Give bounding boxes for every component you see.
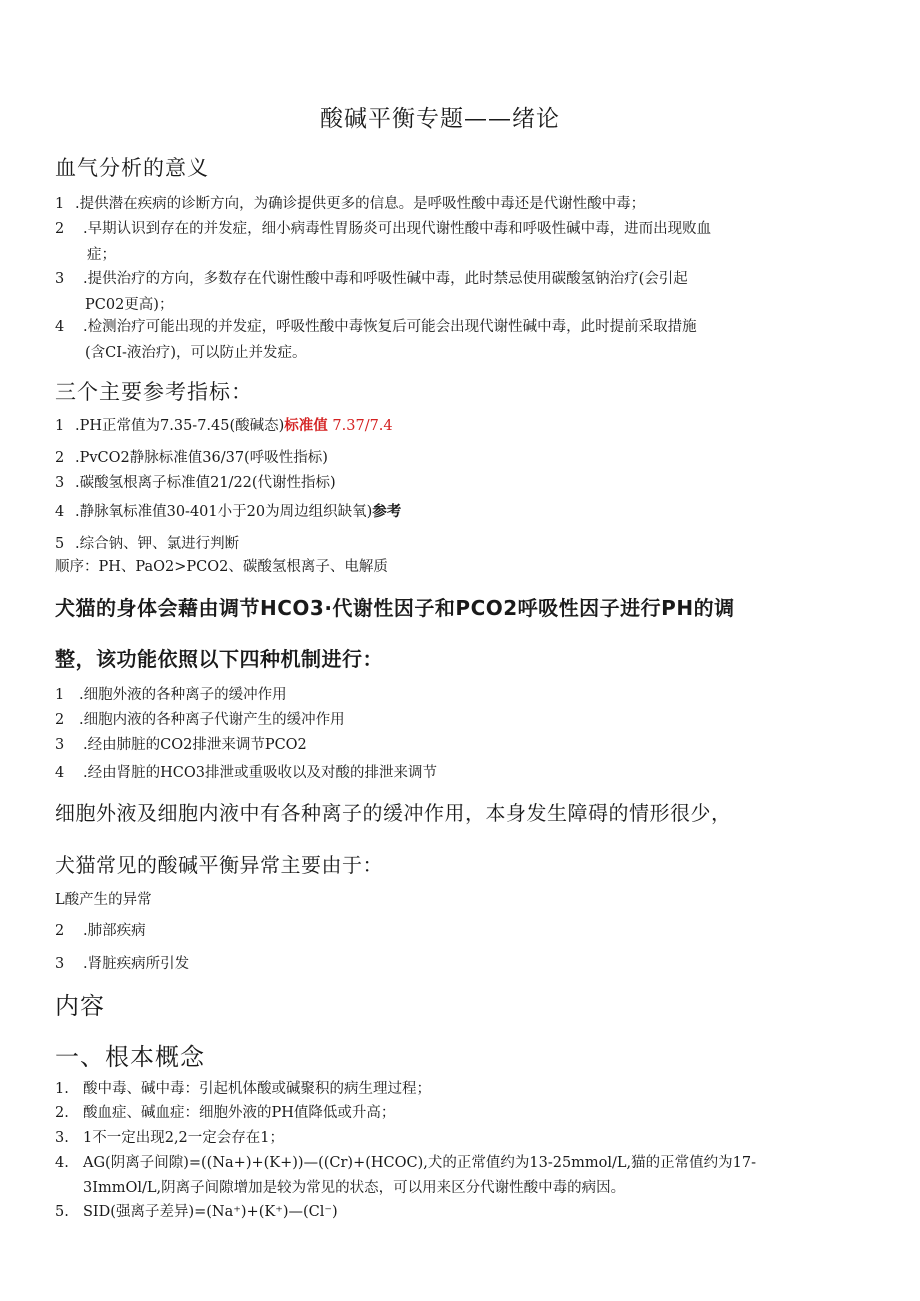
order-text: 顺序：PH、PaO2>PCO2、碳酸氢根离子、电解质 — [55, 559, 388, 575]
list-item: 2 .PvCO2静脉标准值36/37(呼吸性指标) — [55, 450, 328, 466]
paragraph-line: 犬猫的身体会藉由调节HCO3·代谢性因子和PCO2呼吸性因子进行PH的调 — [55, 596, 735, 620]
list-item: 3. 1不一定出现2,2一定会存在1； — [55, 1130, 285, 1146]
list-item: 2 .细胞内液的各种离子代谢产生的缓冲作用 — [55, 712, 345, 728]
document-title: 酸碱平衡专题——绪论 — [320, 106, 560, 132]
list-item: 4. AG(阴离子间隙)=((Na+)+(K+))—((Cr)+(HCOC),犬的正常值约为13-25mmol∕L,猫的正常值约为17- 3ImmOl/L,阴离子间隙增加是较为常见的状态，可以用来区分代谢性酸中毒的病因。 — [55, 1155, 757, 1196]
list-item: 5 .综合钠、钾、氯进行判断 — [55, 536, 240, 552]
section-heading-meaning: 血气分析的意义 — [55, 156, 209, 180]
list-item: 3 .肾脏疾病所引发 — [55, 956, 190, 972]
list-item: 3 .碳酸氢根离子标准值21/22(代谢性指标) — [55, 475, 336, 491]
paragraph-line: 犬猫常见的酸碱平衡异常主要由于： — [55, 853, 383, 877]
list-item: 1. 酸中毒、碱中毒：引起机体酸或碱聚积的病生理过程； — [55, 1081, 431, 1097]
list-item: 2. 酸血症、碱血症：细胞外液的PH值降低或升高； — [55, 1105, 396, 1121]
paragraph-line: 整，该功能依照以下四种机制进行： — [55, 647, 383, 671]
paragraph-line: 细胞外液及细胞内液中有各种离子的缓冲作用，本身发生障碍的情形很少， — [55, 801, 732, 825]
list-item: 3 .经由肺脏的CO2排泄来调节PCO2 — [55, 737, 307, 753]
concept-heading: 一、根本概念 — [55, 1043, 205, 1071]
list-item: 4 .经由肾脏的HCO3排泄或重吸收以及对酸的排泄来调节 — [55, 765, 437, 781]
list-item: 2 .早期认识到存在的并发症，细小病毒性胃肠炎可出现代谢性酸中毒和呼吸性碱中毒，进而出现败血 症； — [55, 221, 712, 263]
list-item: 1 .PH正常值为7.35-7.45(酸碱态)标准值 7.37/7.4 — [55, 418, 393, 434]
list-item: 2 .肺部疾病 — [55, 923, 146, 939]
list-item: 5. SID(强离子差异)=(Na⁺)+(K⁺)—(Cl⁻) — [55, 1204, 338, 1220]
list-item: 3 .提供治疗的方向，多数存在代谢性酸中毒和呼吸性碱中毒，此时禁忌使用碳酸氢钠治疗(会引起 PC02更高)； — [55, 271, 688, 313]
list-item: 1 .提供潜在疾病的诊断方向，为确诊提供更多的信息。是呼吸性酸中毒还是代谢性酸中毒； — [55, 196, 646, 212]
list-item: 1 .细胞外液的各种离子的缓冲作用 — [55, 687, 287, 703]
list-item: 4 .检测治疗可能出现的并发症，呼吸性酸中毒恢复后可能会出现代谢性碱中毒，此时提前采取措施 (含CI-液治疗)，可以防止并发症。 — [55, 319, 697, 361]
section-heading-indicators: 三个主要参考指标： — [55, 380, 253, 404]
content-heading: 内容 — [55, 992, 105, 1020]
list-item: L酸产生的异常 — [55, 892, 152, 908]
list-item: 4 .静脉氧标准值30-401小于20为周边组织缺氧)参考 — [55, 504, 402, 520]
